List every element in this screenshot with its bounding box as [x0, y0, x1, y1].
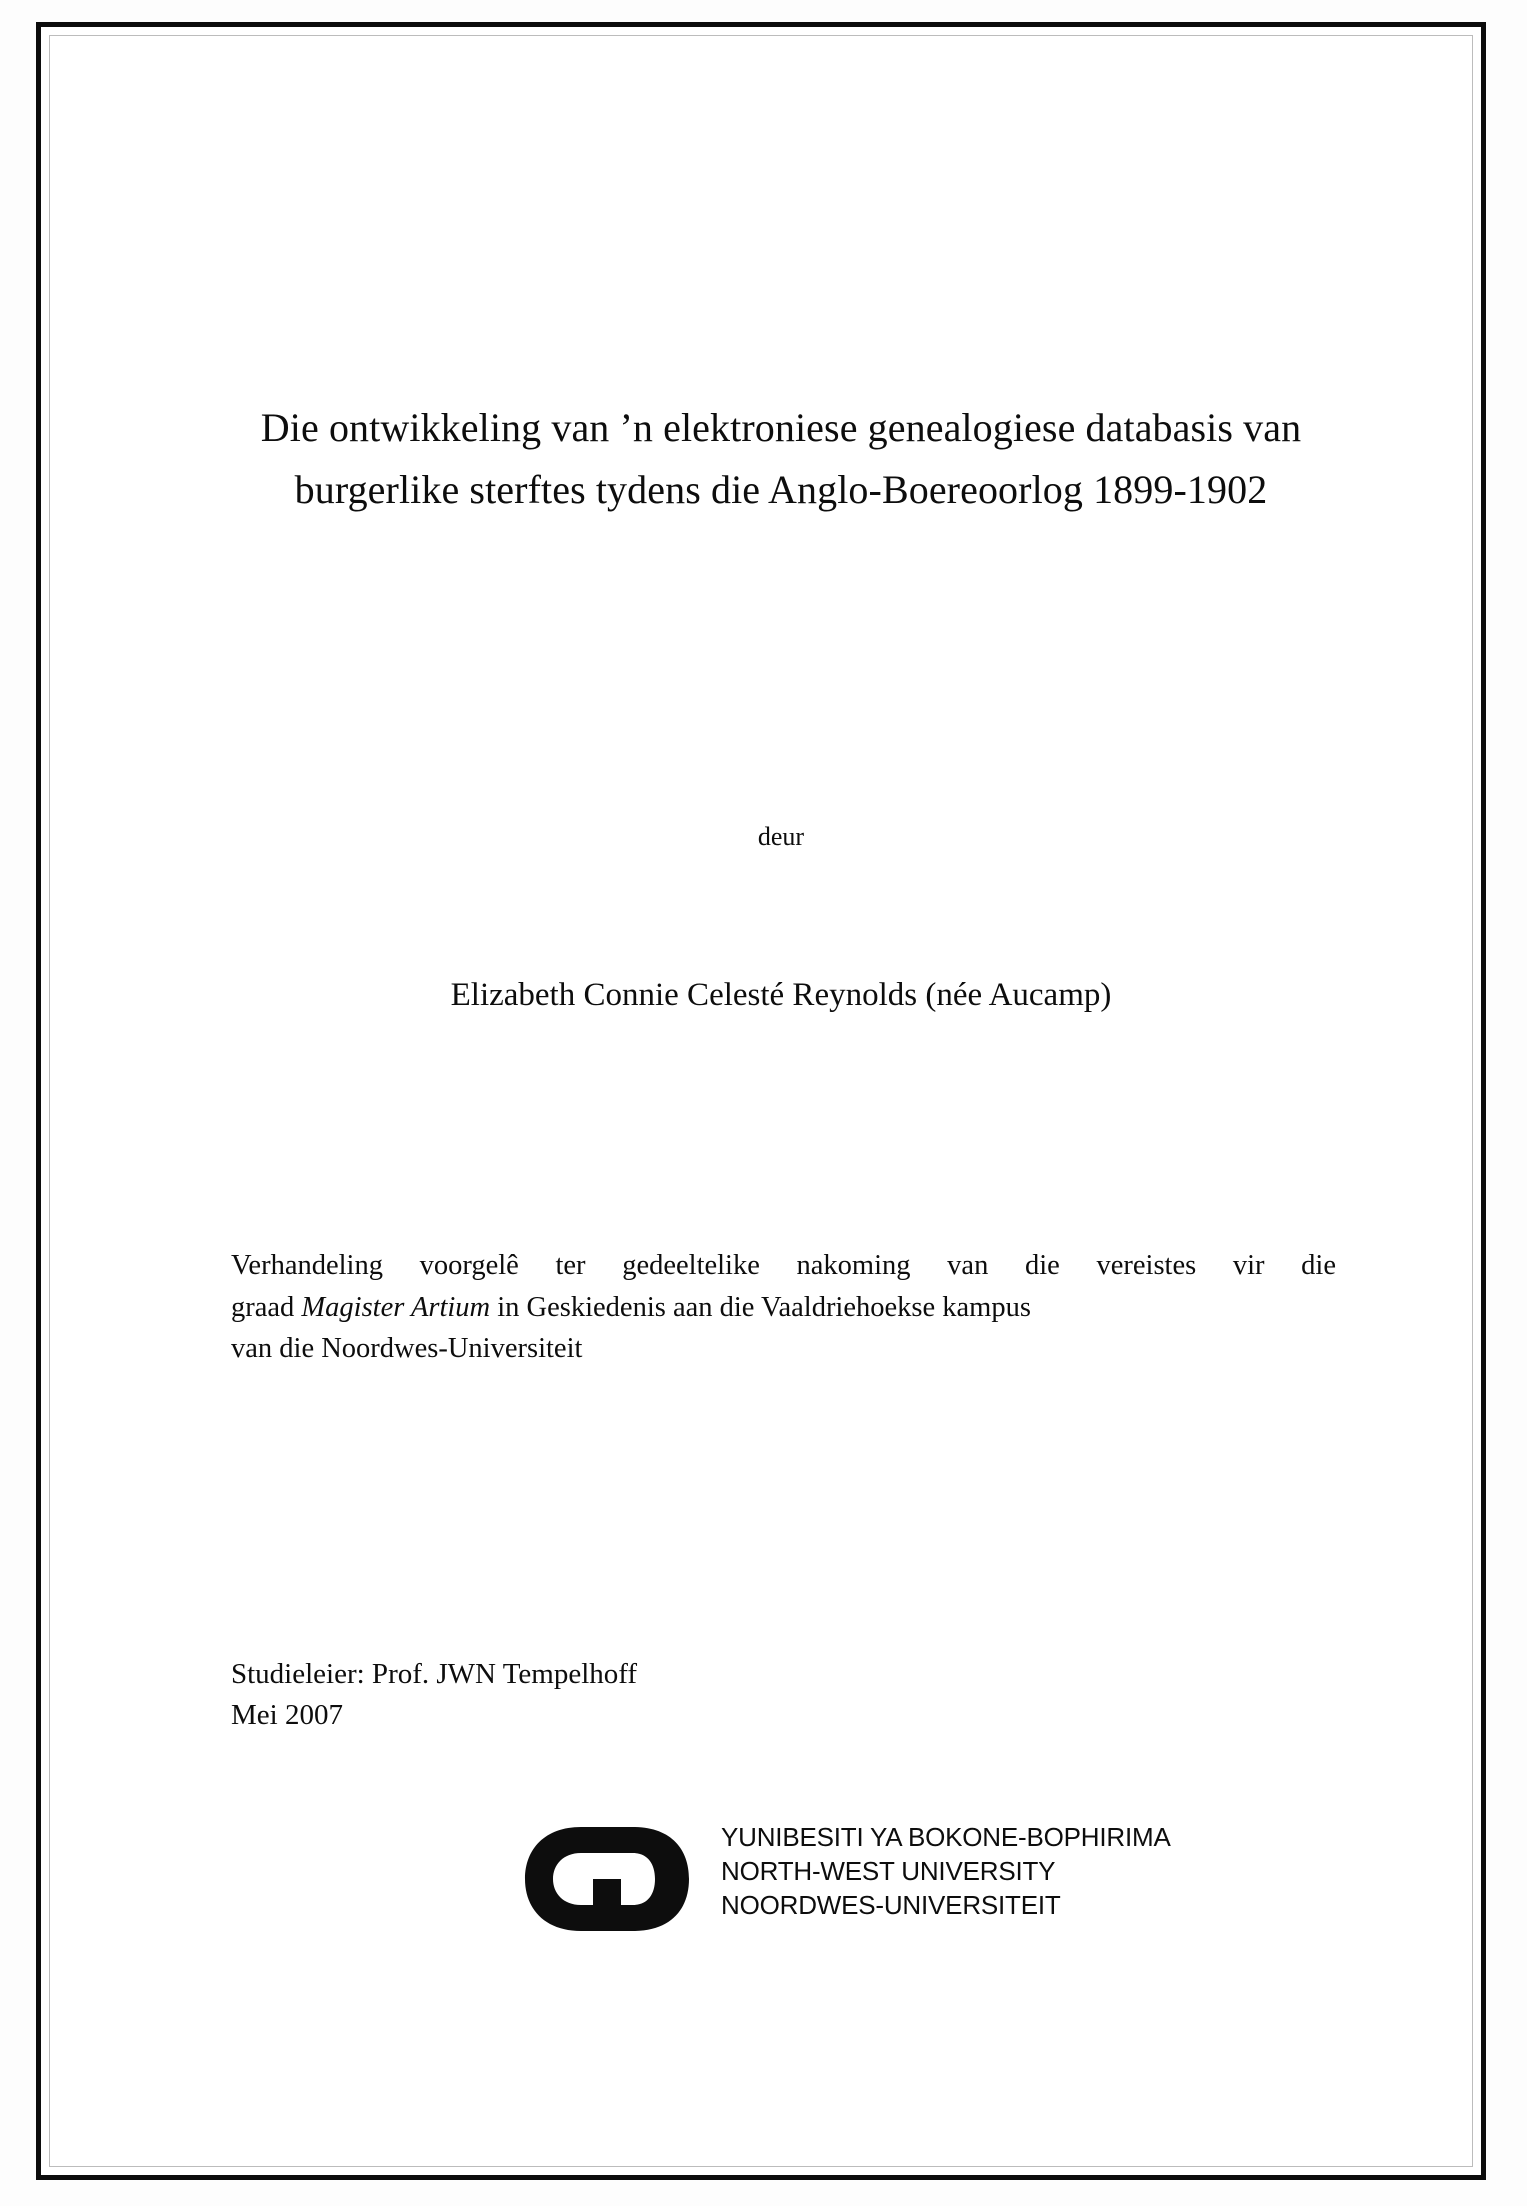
supervisor-name: Studieleier: Prof. JWN Tempelhoff [231, 1658, 638, 1690]
logo-text-line-2: NORTH-WEST UNIVERSITY [721, 1855, 1056, 1886]
university-logo-text [721, 1821, 1171, 1922]
title-line-1: Die ontwikkeling van ’n elektroniese genealogiese databasis van [260, 405, 1302, 450]
degree-statement [231, 1245, 1336, 1370]
logo-text-line-1: YUNIBESITI YA BOKONE-BOPHIRIMA [721, 1822, 1171, 1852]
byline-label: deur [757, 822, 805, 851]
page-title [201, 397, 1361, 521]
degree-statement-line-1: Verhandeling voorgelê ter gedeeltelike nakoming van die vereistes vir die [231, 1250, 1336, 1281]
degree-statement-line-2 [231, 1287, 1336, 1329]
logo-text-line-3: NOORDWES-UNIVERSITEIT [721, 1889, 1061, 1920]
submission-date: Mei 2007 [231, 1699, 343, 1732]
title-line-2: burgerlike sterftes tydens die Anglo-Boereoorlog 1899-1902 [294, 467, 1268, 512]
north-west-university-logo-mark-icon [521, 1823, 716, 1935]
degree-statement-line-3: van die Noordwes-Universiteit [231, 1333, 583, 1365]
title-page-content [191, 27, 1371, 2175]
degree-statement-line-2-pre: graad [231, 1291, 302, 1323]
degree-name: Magister Artium [301, 1291, 491, 1323]
supervisor-block [231, 1654, 1131, 1736]
university-logo [521, 1817, 1241, 1947]
author-name: Elizabeth Connie Celesté Reynolds (née Aucamp) [450, 977, 1112, 1013]
page-border [36, 22, 1486, 2180]
degree-statement-line-2-post: in Geskiedenis aan die Vaaldriehoekse kampus [490, 1291, 1031, 1323]
